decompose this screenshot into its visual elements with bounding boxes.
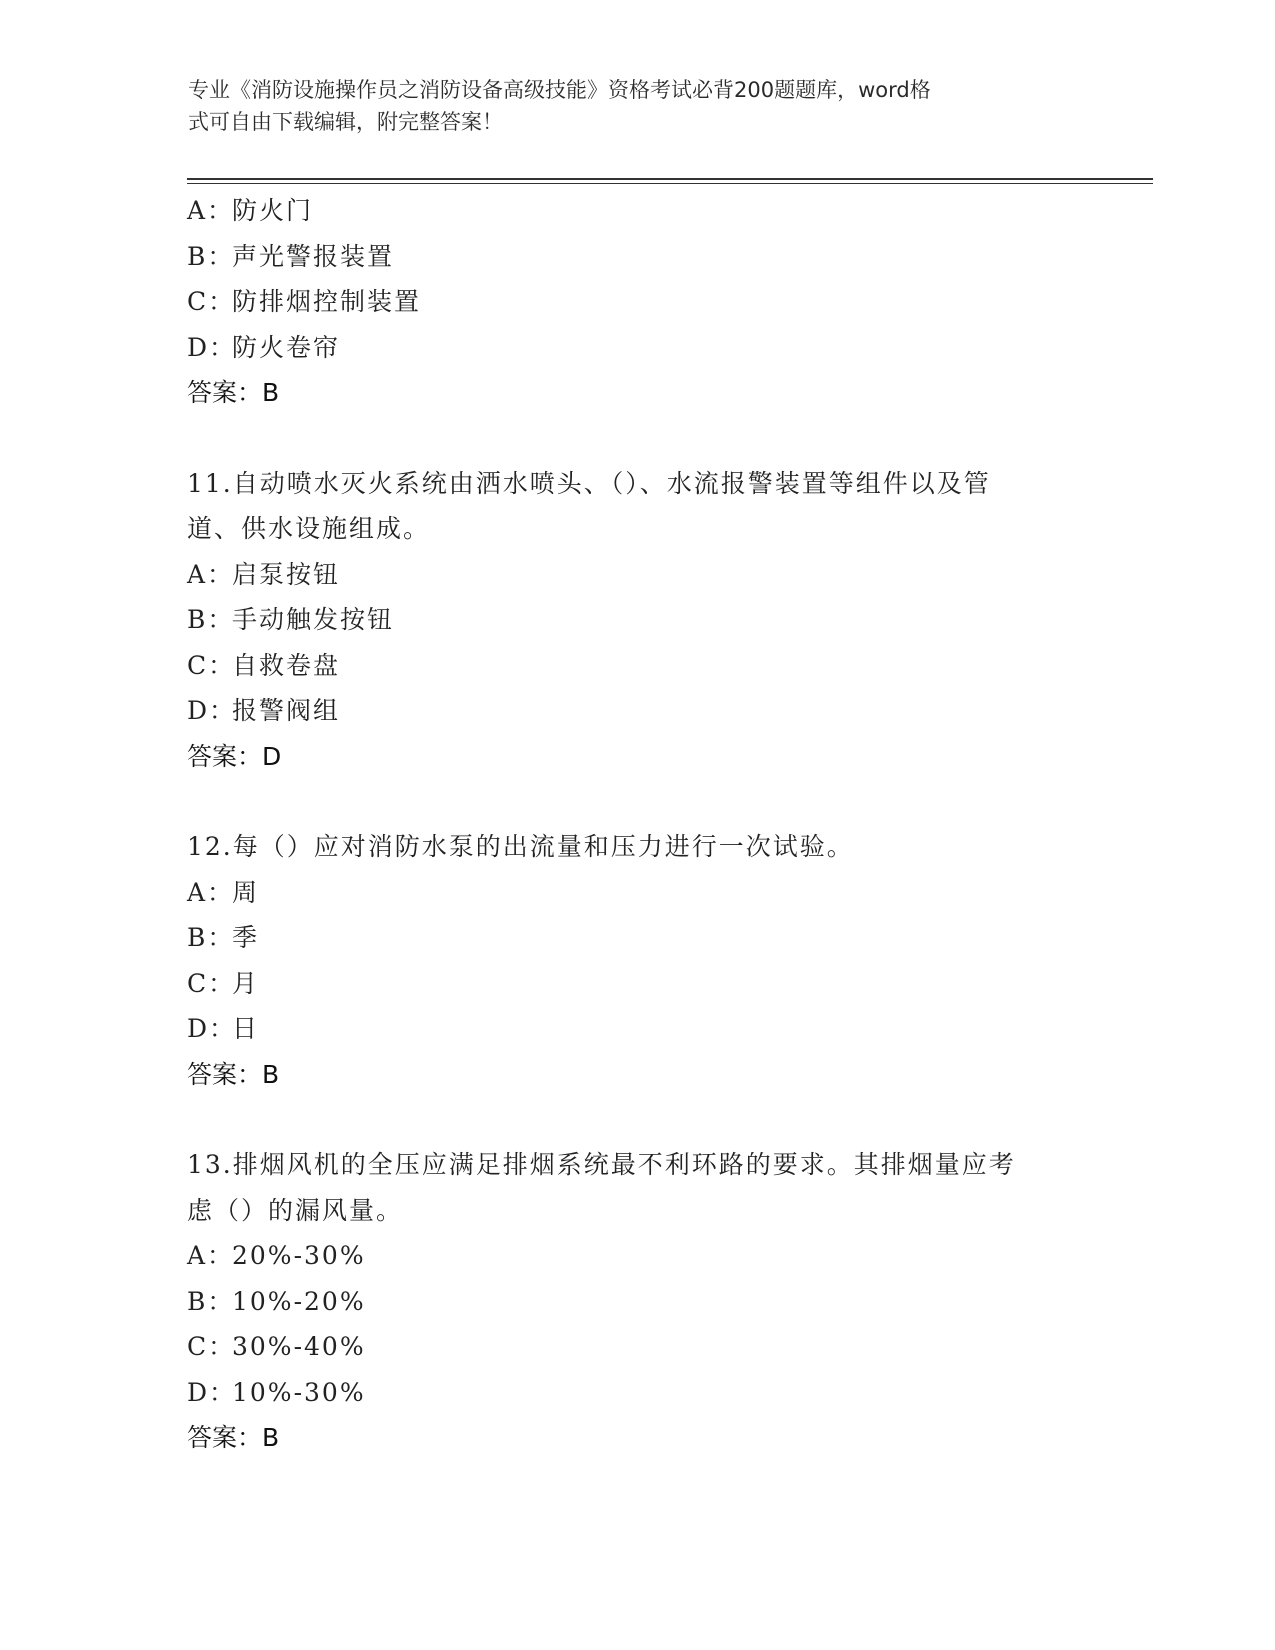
option-c: C：30%-40%: [187, 1332, 366, 1361]
block-spacer: [187, 1097, 1087, 1142]
header-divider-thin: [187, 183, 1153, 184]
answer-line: 答案：B: [187, 1059, 280, 1089]
option-a: A：防火门: [187, 196, 314, 225]
option-c: C：自救卷盘: [187, 650, 341, 680]
option-d: D：报警阀组: [187, 696, 341, 725]
answer-line: 答案：D: [187, 741, 282, 771]
option-c: C：防排烟控制装置: [187, 287, 422, 316]
question-block-10: [187, 188, 1087, 416]
question-text: 13.排烟风机的全压应满足排烟系统最不利环路的要求。其排烟量应考 虑（）的漏风量。: [187, 1150, 1016, 1225]
header-line-2: 式可自由下载编辑，附完整答案！: [188, 110, 503, 134]
option-b: B：声光警报装置: [187, 241, 395, 271]
header-divider-thick: [187, 178, 1153, 180]
option-b: B：手动触发按钮: [187, 605, 395, 634]
option-b: B：季: [187, 923, 260, 952]
question-block-13: [187, 1142, 1087, 1461]
header-line-1: 专业《消防设施操作员之消防设备高级技能》资格考试必背200题题库，word格: [188, 78, 931, 102]
question-text: 11.自动喷水灭火系统由洒水喷头、（）、水流报警装置等组件以及管 道、供水设施组成。: [187, 468, 991, 543]
block-spacer: [187, 416, 1087, 461]
option-d: D：日: [187, 1014, 260, 1043]
answer-line: 答案：B: [187, 1423, 280, 1452]
option-a: A：20%-30%: [187, 1241, 366, 1270]
option-c: C：月: [187, 968, 260, 998]
option-a: A：启泵按钮: [187, 559, 341, 589]
option-b: B：10%-20%: [187, 1286, 366, 1316]
document-header: [188, 74, 1068, 138]
block-spacer: [187, 779, 1087, 824]
answer-line: 答案：B: [187, 378, 280, 407]
question-list: [187, 188, 1087, 1461]
option-d: D：防火卷帘: [187, 332, 341, 362]
question-block-12: [187, 824, 1087, 1097]
question-text: 12.每（）应对消防水泵的出流量和压力进行一次试验。: [187, 832, 854, 861]
option-d: D：10%-30%: [187, 1377, 366, 1407]
question-block-11: [187, 461, 1087, 780]
option-a: A：周: [187, 877, 260, 907]
